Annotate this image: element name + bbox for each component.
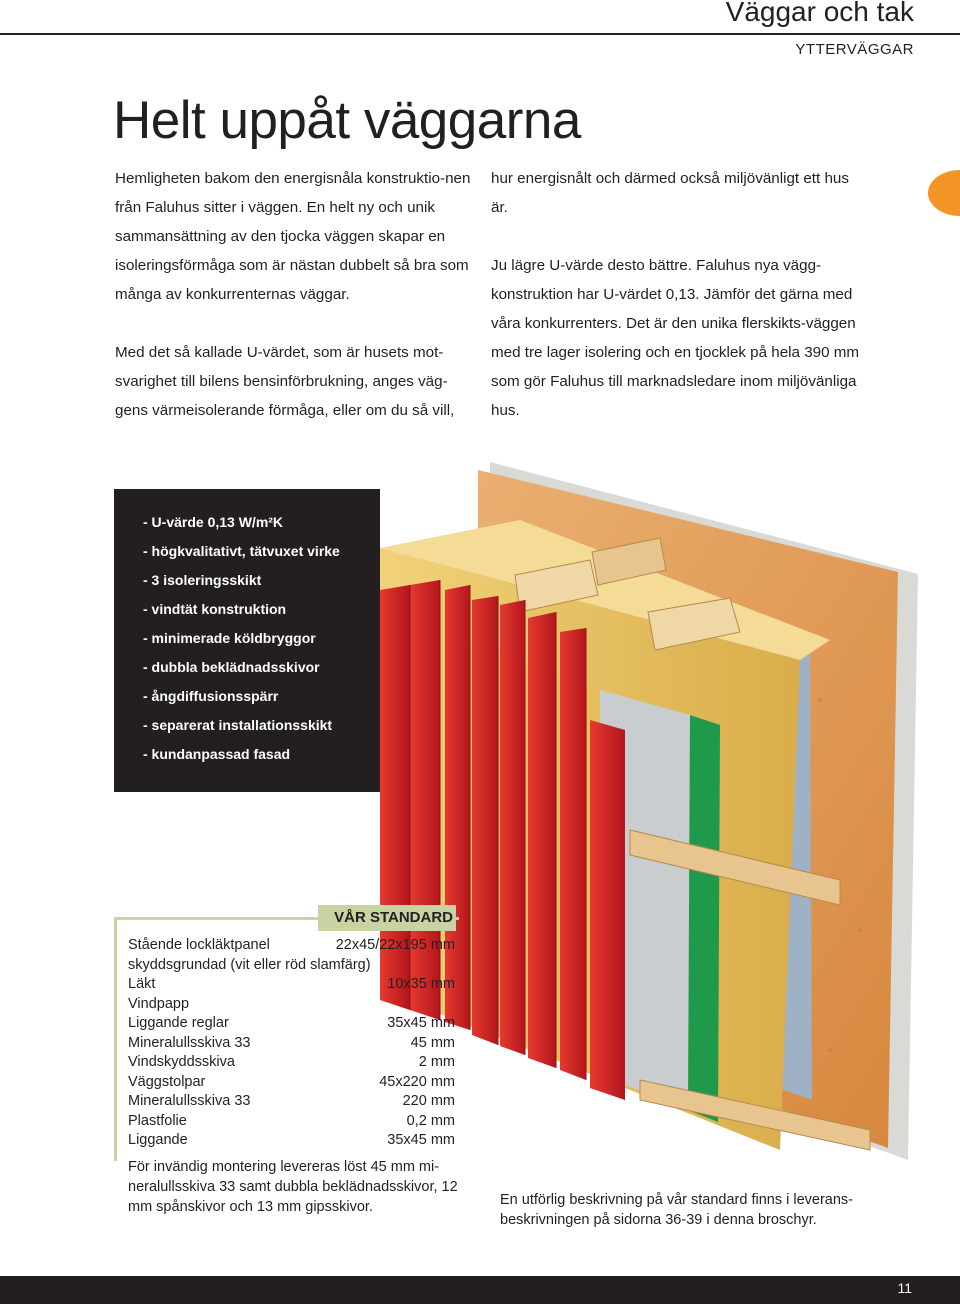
standard-label-text: VÅR STANDARD <box>334 909 453 926</box>
spec-value: 35x45 mm <box>387 1132 455 1148</box>
spec-row <box>128 956 455 976</box>
spec-value: 45x220 mm <box>379 1073 455 1090</box>
standard-label <box>318 905 456 931</box>
feature-item: - 3 isoleringsskikt <box>143 572 262 588</box>
spec-name: Mineralullsskiva 33 <box>128 1034 251 1051</box>
feature-list <box>143 512 340 773</box>
spec-name: Läkt <box>128 976 156 992</box>
feature-item: - dubbla beklädnadsskivor <box>143 659 320 675</box>
reference-note: En utförlig beskrivning på vår standard finns i leverans-beskrivningen på sidorna 36-39 i denna broschyr. <box>500 1192 854 1228</box>
spec-name: Liggande reglar <box>128 1015 229 1031</box>
feature-box <box>114 489 380 792</box>
spec-row <box>128 1073 455 1093</box>
spec-name: skyddsgrundad (vit eller röd slamfärg) <box>128 956 371 973</box>
spec-row <box>128 995 455 1015</box>
spec-name: Stående lockläktpanel <box>128 937 270 953</box>
spec-name: Liggande <box>128 1132 188 1148</box>
body-paragraph: Ju lägre U-värde desto bättre. Faluhus nya vägg-konstruktion har U-värdet 0,13. Jämför det gärna med våra konkurrenters. Det är den unika flerskikts-väggen med tre lager isolering och en tjocklek på hela 390 mm som gör Faluhus till marknadsledare inom miljövänliga hus. <box>491 257 860 419</box>
spec-row <box>128 1092 455 1112</box>
feature-item: - högkvalitativt, tätvuxet virke <box>143 543 340 559</box>
body-paragraph: hur energisnålt och därmed också miljövänligt ett hus är. <box>491 170 849 216</box>
feature-item: - kundanpassad fasad <box>143 746 291 762</box>
spec-value: 2 mm <box>418 1054 455 1070</box>
feature-item: - minimerade köldbryggor <box>143 630 316 646</box>
subsection-title: YTTERVÄGGAR <box>795 41 914 58</box>
body-paragraph: Hemligheten bakom den energisnåla konstruktio-nen från Faluhus sitter i väggen. En helt ny och unik sammansättning av den tjocka väggen skapar en isoleringsförmåga som är nästan dubbelt så bra som många av konkurrenternas väggar. <box>115 170 471 303</box>
spec-value: 22x45/22x195 mm <box>335 937 455 953</box>
spec-row <box>128 936 455 956</box>
spec-table <box>128 936 455 1151</box>
body-column-left <box>115 164 475 425</box>
page-number: 11 <box>897 1280 912 1296</box>
install-note: För invändig montering levereras löst 45 mm mi-neralullsskiva 33 samt dubbla beklädnadsskivor, 12 mm spånskivor och 13 mm gipsskivor. <box>128 1159 458 1215</box>
section-tab-marker <box>928 170 960 216</box>
feature-item: - separerat installationsskikt <box>143 717 333 733</box>
spec-name: Plastfolie <box>128 1112 187 1129</box>
spec-row <box>128 1034 455 1054</box>
spec-value: 45 mm <box>410 1034 455 1051</box>
body-column-right <box>491 164 861 425</box>
feature-item: - U-värde 0,13 W/m²K <box>143 514 284 530</box>
feature-item: - vindtät konstruktion <box>143 601 287 617</box>
spec-row <box>128 1053 455 1073</box>
spec-row <box>128 1112 455 1132</box>
spec-value: 0,2 mm <box>406 1112 455 1129</box>
page-headline: Helt uppåt väggarna <box>113 91 581 150</box>
feature-item: - ångdiffusionsspärr <box>143 688 279 704</box>
section-title: Väggar och tak <box>725 0 914 27</box>
spec-name: Vindpapp <box>128 995 190 1012</box>
spec-name: Väggstolpar <box>128 1073 206 1090</box>
spec-name: Vindskyddsskiva <box>128 1054 235 1070</box>
spec-row <box>128 975 455 995</box>
spec-name: Mineralullsskiva 33 <box>128 1093 251 1109</box>
spec-row <box>128 1014 455 1034</box>
header-rule <box>0 33 960 35</box>
spec-value: 35x45 mm <box>387 1015 455 1031</box>
spec-row <box>128 1131 455 1151</box>
wind-paper <box>688 715 720 1122</box>
spec-value: 220 mm <box>402 1093 455 1109</box>
footer-bar <box>0 1276 960 1304</box>
spec-value: 10x35 mm <box>387 976 455 992</box>
body-paragraph: Med det så kallade U-värdet, som är husets mot-svarighet till bilens bensinförbrukning, anges väg-gens värmeisolerande förmåga, eller om du så vill, <box>115 344 455 419</box>
